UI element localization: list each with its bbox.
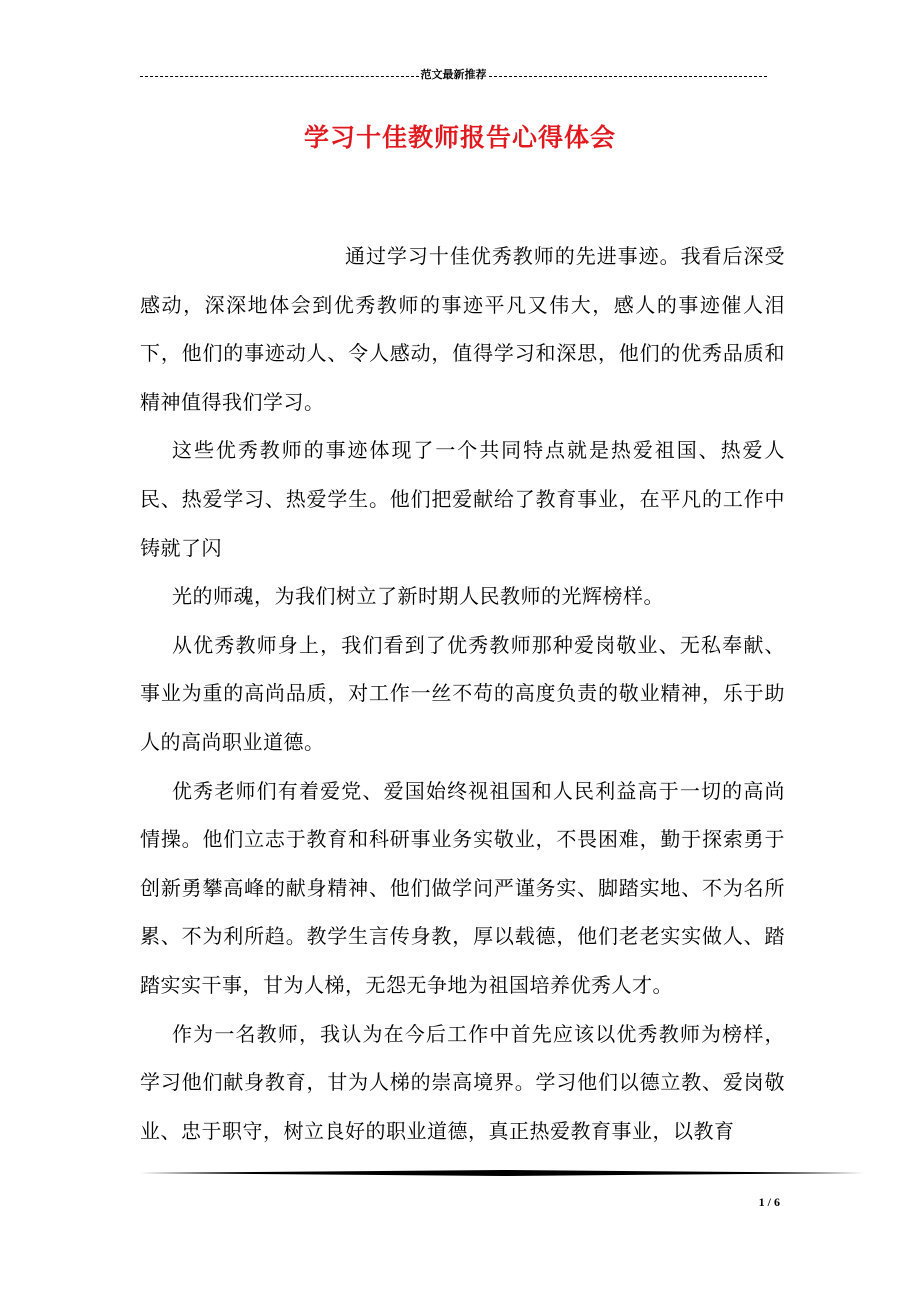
paragraph-6: 作为一名教师，我认为在今后工作中首先应该以优秀教师为榜样，学习他们献身教育，甘为人梯的崇高境界。学习他们以德立教、爱岗敬业、忠于职守，树立良好的职业道德，真正热爱教育事业，以教育 [140,1021,785,1143]
paragraph-1: 通过学习十佳优秀教师的先进事迹。我看后深受感动，深深地体会到优秀教师的事迹平凡又伟大，感人的事迹催人泪下，他们的事迹动人、令人感动，值得学习和深思，他们的优秀品质和精神值得我们学习。 [140,244,785,414]
header-dashes-left [140,76,419,77]
header-label: 范文最新推荐 [420,68,487,81]
header-dashes-right [489,76,768,77]
page-number: 1 / 6 [758,1195,780,1209]
page-header [140,68,767,82]
document-title: 学习十佳教师报告心得体会 [303,123,616,152]
paragraph-4: 从优秀教师身上，我们看到了优秀教师那种爱岗敬业、无私奉献、事业为重的高尚品质，对工作一丝不苟的高度负责的敬业精神，乐于助人的高尚职业道德。 [140,632,785,754]
paragraph-3: 光的师魂，为我们树立了新时期人民教师的光辉榜样。 [172,584,664,609]
paragraph-2: 这些优秀教师的事迹体现了一个共同特点就是热爱祖国、热爱人民、热爱学习、热爱学生。他们把爱献给了教育事业，在平凡的工作中铸就了闪 [140,438,785,560]
paragraph-5: 优秀老师们有着爱党、爱国始终视祖国和人民利益高于一切的高尚情操。他们立志于教育和科研事业务实敬业，不畏困难，勤于探索勇于创新勇攀高峰的献身精神、他们做学问严谨务实、脚踏实地、不为名所累、不为利所趋。教学生言传身教，厚以载德，他们老老实实做人、踏踏实实干事，甘为人梯，无怨无争地为祖国培养优秀人才。 [140,778,785,997]
document-body [140,232,785,1155]
footer-divider [140,1170,864,1176]
